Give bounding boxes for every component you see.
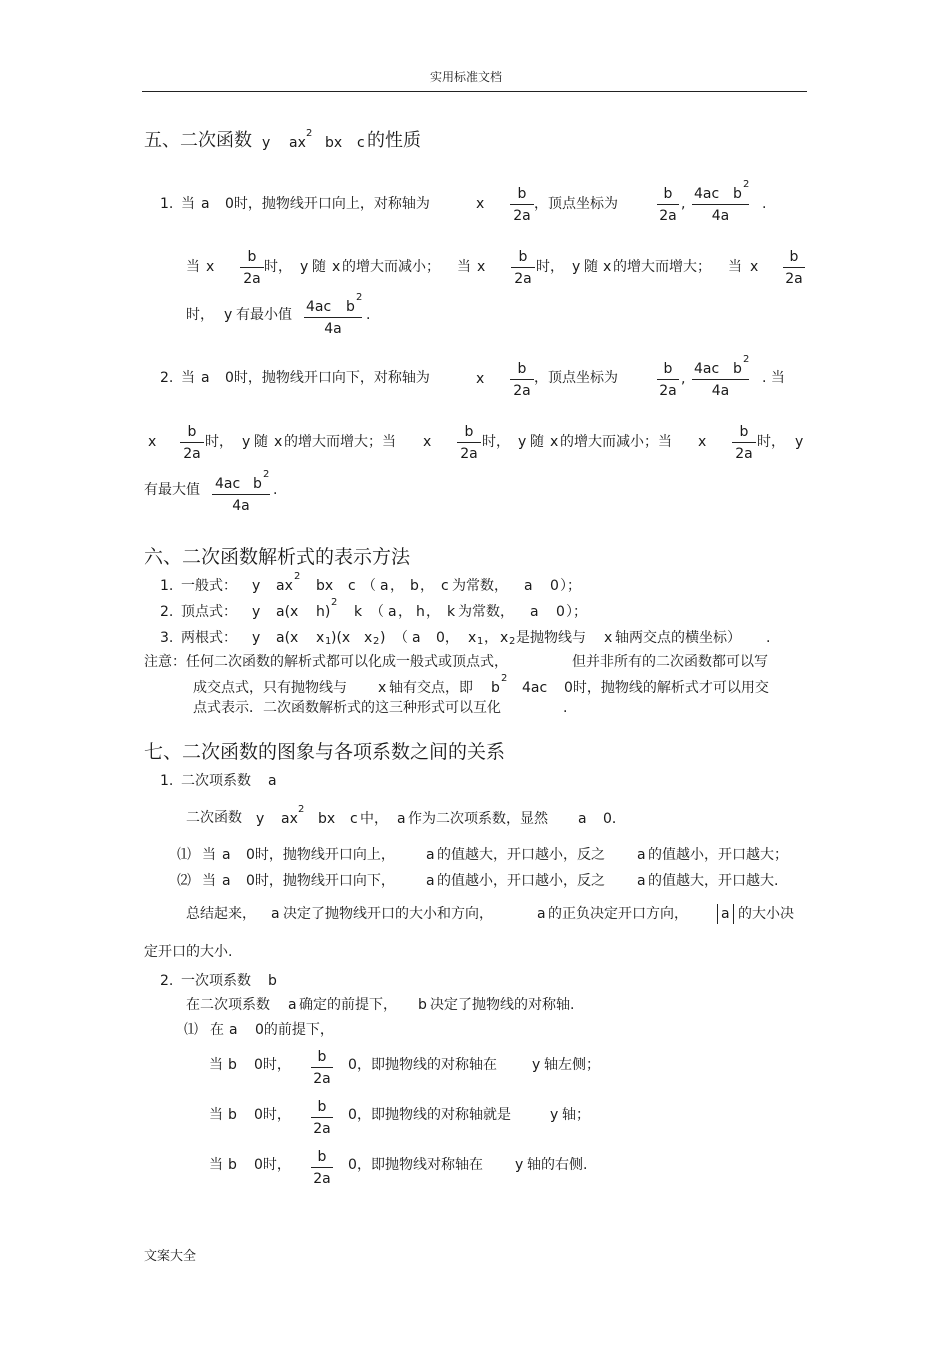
s7c1-a: a <box>229 1022 238 1038</box>
c2-t2: 的值越小，开口越小，反之 <box>437 873 605 889</box>
fraction-bar <box>180 442 204 443</box>
s6l3-y: y <box>252 630 261 646</box>
frac-num: b <box>317 1149 327 1165</box>
p2l2-t5: 随 <box>530 434 544 450</box>
l3-dot: . <box>366 307 371 323</box>
c2-a2: a <box>426 873 435 889</box>
r2-y: y <box>550 1107 559 1123</box>
frac-num-sq: 2 <box>263 469 270 480</box>
s7c1-t: 在 <box>210 1022 224 1038</box>
frac-den: 2a <box>785 271 803 287</box>
s6l2-end: ）； <box>566 604 587 620</box>
frac-num-sq: 2 <box>356 292 363 303</box>
frac-den: 2a <box>659 208 677 224</box>
p2l2-y3: y <box>795 434 804 450</box>
s6l2-a: a(x <box>276 604 299 620</box>
s6l3-comma: ， <box>484 630 498 646</box>
c1-t3: 的值越小，开口越大； <box>648 847 788 863</box>
s6l3-close: ) <box>380 630 386 646</box>
frac-den: 4a <box>232 498 250 514</box>
frac-num: b <box>789 249 799 265</box>
fraction-bar <box>511 267 535 268</box>
r3-zero: 0 <box>348 1157 357 1173</box>
c2-when: 当 <box>202 873 216 889</box>
s5-c: c <box>357 135 365 151</box>
frac-num-4ac: 4ac <box>694 361 720 377</box>
p2l2-x5: x <box>698 434 707 450</box>
s7p2-a: a <box>288 997 297 1013</box>
p2l2-t2: 随 <box>254 434 268 450</box>
s6l1-sq: 2 <box>294 571 301 582</box>
note-l2a: 成交点式，只有抛物线与 <box>193 680 347 696</box>
frac-num: b <box>317 1049 327 1065</box>
fraction-bar <box>304 317 362 318</box>
sum-1: 总结起来， <box>186 906 256 922</box>
s7p1-bx: bx <box>318 811 336 827</box>
frac-num-4ac: 4ac <box>306 299 332 315</box>
s7p1-label: 二次项系数 <box>181 773 251 789</box>
s6l3-dot: . <box>766 630 771 646</box>
s6l1-c2: ， <box>420 578 434 594</box>
s6l2-y: y <box>252 604 261 620</box>
dot-when: . 当 <box>762 370 785 386</box>
frac-num-sq: 2 <box>743 354 750 365</box>
s6l2-k: k <box>354 604 363 620</box>
s7p1-l2c: 0． <box>603 811 626 827</box>
r1-when: 当 <box>209 1057 223 1073</box>
s6l1-paren: （ <box>362 578 376 594</box>
p2l2-t4: 时， <box>482 434 510 450</box>
s5-tail: 的性质 <box>367 130 421 151</box>
s6l2-const: 为常数， <box>458 604 514 620</box>
abs-bar-left <box>717 904 718 924</box>
l3-t: 有最小值 <box>236 307 292 323</box>
s6l2-c1: ， <box>398 604 412 620</box>
frac-num: b <box>464 424 474 440</box>
l2-x3: x <box>477 259 486 275</box>
l2-t2: 随 <box>312 259 326 275</box>
c2-num: ⑵ <box>177 873 191 889</box>
fraction-bar <box>311 1167 333 1168</box>
c1-when: 当 <box>202 847 216 863</box>
s5-ax: ax <box>289 135 306 151</box>
frac-den: 4a <box>711 208 730 224</box>
s5p1-num: 1. <box>160 196 174 212</box>
r1-f: 轴左侧； <box>544 1057 600 1073</box>
p2l2-t7: 时， <box>757 434 785 450</box>
section-7-heading: 七、二次函数的图象与各项系数之间的关系 <box>144 741 506 763</box>
s6l2-h2: h <box>416 604 425 620</box>
s6l3-x1b: x <box>468 630 477 646</box>
frac-num: b <box>663 361 673 377</box>
note-l2d: 0时，抛物线的解析式才可以用交 <box>564 680 769 696</box>
sum-a: a <box>271 906 280 922</box>
s6l2-h: h) <box>316 604 331 620</box>
fraction-bar <box>510 379 534 380</box>
sum-2: 决定了抛物线开口的大小和方向， <box>283 906 493 922</box>
s6l3-a: a(x <box>276 630 299 646</box>
s6l3-tail2: 轴两交点的横坐标） <box>615 630 741 646</box>
l2-y: y <box>300 259 309 275</box>
p2l3-dot: . <box>273 482 278 498</box>
frac-den: 4a <box>324 321 342 337</box>
comma: , <box>681 196 686 212</box>
frac-num: b <box>517 186 527 202</box>
s6l1-c1: ， <box>390 578 404 594</box>
frac-den: 2a <box>313 1121 331 1137</box>
c2-a3: a <box>637 873 646 889</box>
note-l2x: x <box>378 680 387 696</box>
frac-num: b <box>739 424 749 440</box>
s6l3-x1: x <box>316 630 325 646</box>
p2l2-x3: x <box>423 434 432 450</box>
s6l2-k2: k <box>447 604 456 620</box>
p2l2-t6: 的增大而减小；当 <box>560 434 672 450</box>
l3-when: 时， <box>186 307 214 323</box>
s6l2-num: 2. <box>160 604 174 620</box>
p2l3-t: 有最大值 <box>144 482 200 498</box>
s7c1-t2: 0的前提下， <box>255 1022 334 1038</box>
page-header: 实用标准文档 <box>430 70 503 84</box>
fraction-bar <box>657 379 679 380</box>
fraction-bar <box>657 204 679 205</box>
note-l1a: 注意：任何二次函数的解析式都可以化成一般式或顶点式， <box>144 654 508 670</box>
s6l3-paren: （ <box>394 630 408 646</box>
s5-sq: 2 <box>306 128 313 139</box>
frac-num: b <box>247 249 257 265</box>
s5p2-a: a <box>201 370 210 386</box>
s6l1-a2: a <box>524 578 533 594</box>
r1-zero: 0 <box>348 1057 357 1073</box>
s6l3-s1: 1 <box>325 636 332 647</box>
frac-num-b: b <box>733 186 742 202</box>
s6l1-c: c <box>348 578 356 594</box>
p2l2-t3: 的增大而增大；当 <box>284 434 396 450</box>
c1-a: a <box>222 847 231 863</box>
fraction-bar <box>692 204 749 205</box>
frac-num-b: b <box>346 299 355 315</box>
l2-when2: 当 <box>457 259 471 275</box>
abs-bar-right <box>733 904 734 924</box>
r2-f: 轴； <box>562 1107 590 1123</box>
l3-y: y <box>224 307 233 323</box>
s6l3-num: 3. <box>160 630 174 646</box>
s7p1-a3: a <box>578 811 587 827</box>
l2-x4: x <box>603 259 612 275</box>
s6l2-a3: a <box>530 604 539 620</box>
fraction-bar <box>311 1067 333 1068</box>
s6l1-ax: ax <box>276 578 293 594</box>
s5-y: y <box>262 135 271 151</box>
s7c1-num: ⑴ <box>184 1022 198 1038</box>
note-l2b: 轴有交点，即 <box>389 680 473 696</box>
frac-den: 2a <box>513 383 531 399</box>
p2l2-y2: y <box>518 434 527 450</box>
s6l3-xx: x <box>604 630 613 646</box>
s7p2-l2b: 确定的前提下， <box>299 997 397 1013</box>
s7p1-y: y <box>256 811 265 827</box>
l2-when3: 当 <box>728 259 742 275</box>
fraction-bar <box>311 1117 333 1118</box>
r3-f: 轴的右侧. <box>527 1157 588 1173</box>
frac-num-4ac: 4ac <box>215 476 241 492</box>
note-l2bb: b <box>491 680 500 696</box>
s6l2-label: 顶点式： <box>181 604 237 620</box>
l2-t5: 随 <box>584 259 598 275</box>
s6l1-y: y <box>252 578 261 594</box>
frac-num-4ac: 4ac <box>694 186 720 202</box>
note-l2c: 4ac <box>522 680 548 696</box>
s5p2-text: 0时，抛物线开口向下，对称轴为 <box>225 370 430 386</box>
comma: , <box>681 371 686 387</box>
s5p1-vertex: ，顶点坐标为 <box>534 196 618 212</box>
s6l1-label: 一般式： <box>181 578 237 594</box>
s5p1-a: a <box>201 196 210 212</box>
c2-a: a <box>222 873 231 889</box>
l2-t4: 时， <box>536 259 564 275</box>
c1-t: 0时，抛物线开口向上， <box>246 847 395 863</box>
r1-y: y <box>532 1057 541 1073</box>
s7p2-l2a: 在二次项系数 <box>186 997 270 1013</box>
frac-num-b: b <box>733 361 742 377</box>
r1-t: 0时， <box>254 1057 291 1073</box>
frac-den: 2a <box>735 446 753 462</box>
p2l2-y: y <box>242 434 251 450</box>
s6l1-end: ）； <box>560 578 581 594</box>
frac-den: 2a <box>460 446 478 462</box>
l2-x5: x <box>750 259 759 275</box>
s7p1-sq: 2 <box>298 804 305 815</box>
fraction-bar <box>510 204 534 205</box>
s6l1-zero: 0 <box>550 578 559 594</box>
s6l3-tail: 是抛物线与 <box>516 630 586 646</box>
s7p1-a: a <box>268 773 277 789</box>
header-rule <box>142 91 807 92</box>
frac-den: 2a <box>243 271 261 287</box>
s6l3-zero: 0， <box>436 630 459 646</box>
frac-num: b <box>517 361 527 377</box>
frac-num: b <box>187 424 197 440</box>
r2-b: b <box>228 1107 237 1123</box>
p2l2-t1: 时， <box>205 434 233 450</box>
s6l3-label: 两根式： <box>181 630 237 646</box>
s6l3-x2: x <box>364 630 373 646</box>
s7p2-b2: b <box>418 997 427 1013</box>
s6l2-a2: a <box>388 604 397 620</box>
note-l1b: 但并非所有的二次函数都可以写 <box>572 654 768 670</box>
c2-t: 0时，抛物线开口向下， <box>246 873 395 889</box>
s7p2-label: 一次项系数 <box>181 973 251 989</box>
s7p2-l2c: 决定了抛物线的对称轴. <box>430 997 575 1013</box>
s5p1-text: 0时，抛物线开口向上，对称轴为 <box>225 196 430 212</box>
r2-when: 当 <box>209 1107 223 1123</box>
s7p1-l2b: 作为二次项系数，显然 <box>408 811 548 827</box>
r3-when: 当 <box>209 1157 223 1173</box>
l2-t1: 时， <box>264 259 292 275</box>
s5p2-x: x <box>476 371 485 387</box>
frac-den: 2a <box>659 383 677 399</box>
p2l2-x4: x <box>550 434 559 450</box>
s6l3-s2: 2 <box>373 636 380 647</box>
sum-4: 的大小决 <box>738 906 794 922</box>
s6l3-mid: )(x <box>331 630 351 646</box>
s5p1-when: 当 <box>181 196 195 212</box>
s6l3-s1b: 1 <box>477 636 484 647</box>
s6l2-c2: ， <box>426 604 440 620</box>
s7p1-a2: a <box>397 811 406 827</box>
s7p2-b: b <box>268 973 277 989</box>
s7p1-num: 1. <box>160 773 174 789</box>
s6l1-b: b <box>410 578 419 594</box>
c1-a3: a <box>637 847 646 863</box>
frac-den: 2a <box>514 271 532 287</box>
l2-y2: y <box>572 259 581 275</box>
frac-den: 2a <box>313 1071 331 1087</box>
s7p1-l2a: 二次函数 <box>186 810 242 826</box>
frac-num: b <box>518 249 528 265</box>
l2-t3: 的增大而减小； <box>342 259 440 275</box>
fraction-bar <box>212 494 270 495</box>
fraction-bar <box>783 267 805 268</box>
sum-a3: a <box>721 906 730 922</box>
note-l2sq: 2 <box>501 673 508 684</box>
s7p2-num: 2. <box>160 973 174 989</box>
r3-y: y <box>515 1157 524 1173</box>
r2-t: 0时， <box>254 1107 291 1123</box>
frac-den: 2a <box>183 446 201 462</box>
l2-x: x <box>206 259 215 275</box>
s6l3-s2b: 2 <box>509 636 516 647</box>
s6l1-cc: c <box>441 578 449 594</box>
s7p1-zhong: 中， <box>360 811 388 827</box>
c1-a2: a <box>426 847 435 863</box>
frac-num-b: b <box>253 476 262 492</box>
r2-zero: 0 <box>348 1107 357 1123</box>
s6l1-a: a <box>380 578 389 594</box>
s5-bx: bx <box>325 135 343 151</box>
r3-e: ，即抛物线对称轴在 <box>357 1157 483 1173</box>
l2-t6: 的增大而增大； <box>613 259 711 275</box>
p2l2-x2: x <box>274 434 283 450</box>
l2-x2: x <box>332 259 341 275</box>
p2l2-x: x <box>148 434 157 450</box>
s5p1-x: x <box>476 196 485 212</box>
section-6-heading: 六、二次函数解析式的表示方法 <box>144 546 411 568</box>
frac-num-sq: 2 <box>743 179 750 190</box>
s6l1-num: 1. <box>160 578 174 594</box>
s7p1-ax: ax <box>281 811 298 827</box>
frac-num: b <box>317 1099 327 1115</box>
page-footer: 文案大全 <box>144 1249 197 1264</box>
s7p1-c: c <box>350 811 358 827</box>
s5p2-vertex: ，顶点坐标为 <box>534 370 618 386</box>
s5p2-when: 当 <box>181 370 195 386</box>
s6l2-zero: 0 <box>556 604 565 620</box>
frac-den: 4a <box>711 383 730 399</box>
r1-e: ，即抛物线的对称轴在 <box>357 1057 497 1073</box>
s6l3-x2b: x <box>500 630 509 646</box>
fraction-bar <box>240 267 264 268</box>
r1-b: b <box>228 1057 237 1073</box>
c2-t3: 的值越大，开口越大. <box>648 873 779 889</box>
frac-den: 2a <box>313 1171 331 1187</box>
s6l1-const: 为常数， <box>452 578 508 594</box>
fraction-bar <box>732 442 756 443</box>
r3-b: b <box>228 1157 237 1173</box>
dot: . <box>762 196 767 212</box>
sum-5: 定开口的大小. <box>144 944 233 960</box>
s6l2-paren: （ <box>370 604 384 620</box>
r3-t: 0时， <box>254 1157 291 1173</box>
sum-a2: a <box>537 906 546 922</box>
s6l1-bx: bx <box>316 578 334 594</box>
fraction-bar <box>457 442 481 443</box>
s6l3-a2: a <box>412 630 421 646</box>
section-5-heading: 五、二次函数 <box>144 130 252 151</box>
frac-den: 2a <box>513 208 531 224</box>
s5p2-num: 2. <box>160 370 174 386</box>
c1-t2: 的值越大，开口越小，反之 <box>437 847 605 863</box>
l2-when: 当 <box>186 259 200 275</box>
c1-num: ⑴ <box>177 847 191 863</box>
frac-num: b <box>663 186 673 202</box>
fraction-bar <box>692 379 749 380</box>
note-l3b: . <box>563 700 568 716</box>
s6l2-sq: 2 <box>331 597 338 608</box>
sum-3: 的正负决定开口方向， <box>548 906 688 922</box>
r2-e: ，即抛物线的对称轴就是 <box>357 1107 511 1123</box>
note-l3a: 点式表示．二次函数解析式的这三种形式可以互化 <box>193 700 501 716</box>
